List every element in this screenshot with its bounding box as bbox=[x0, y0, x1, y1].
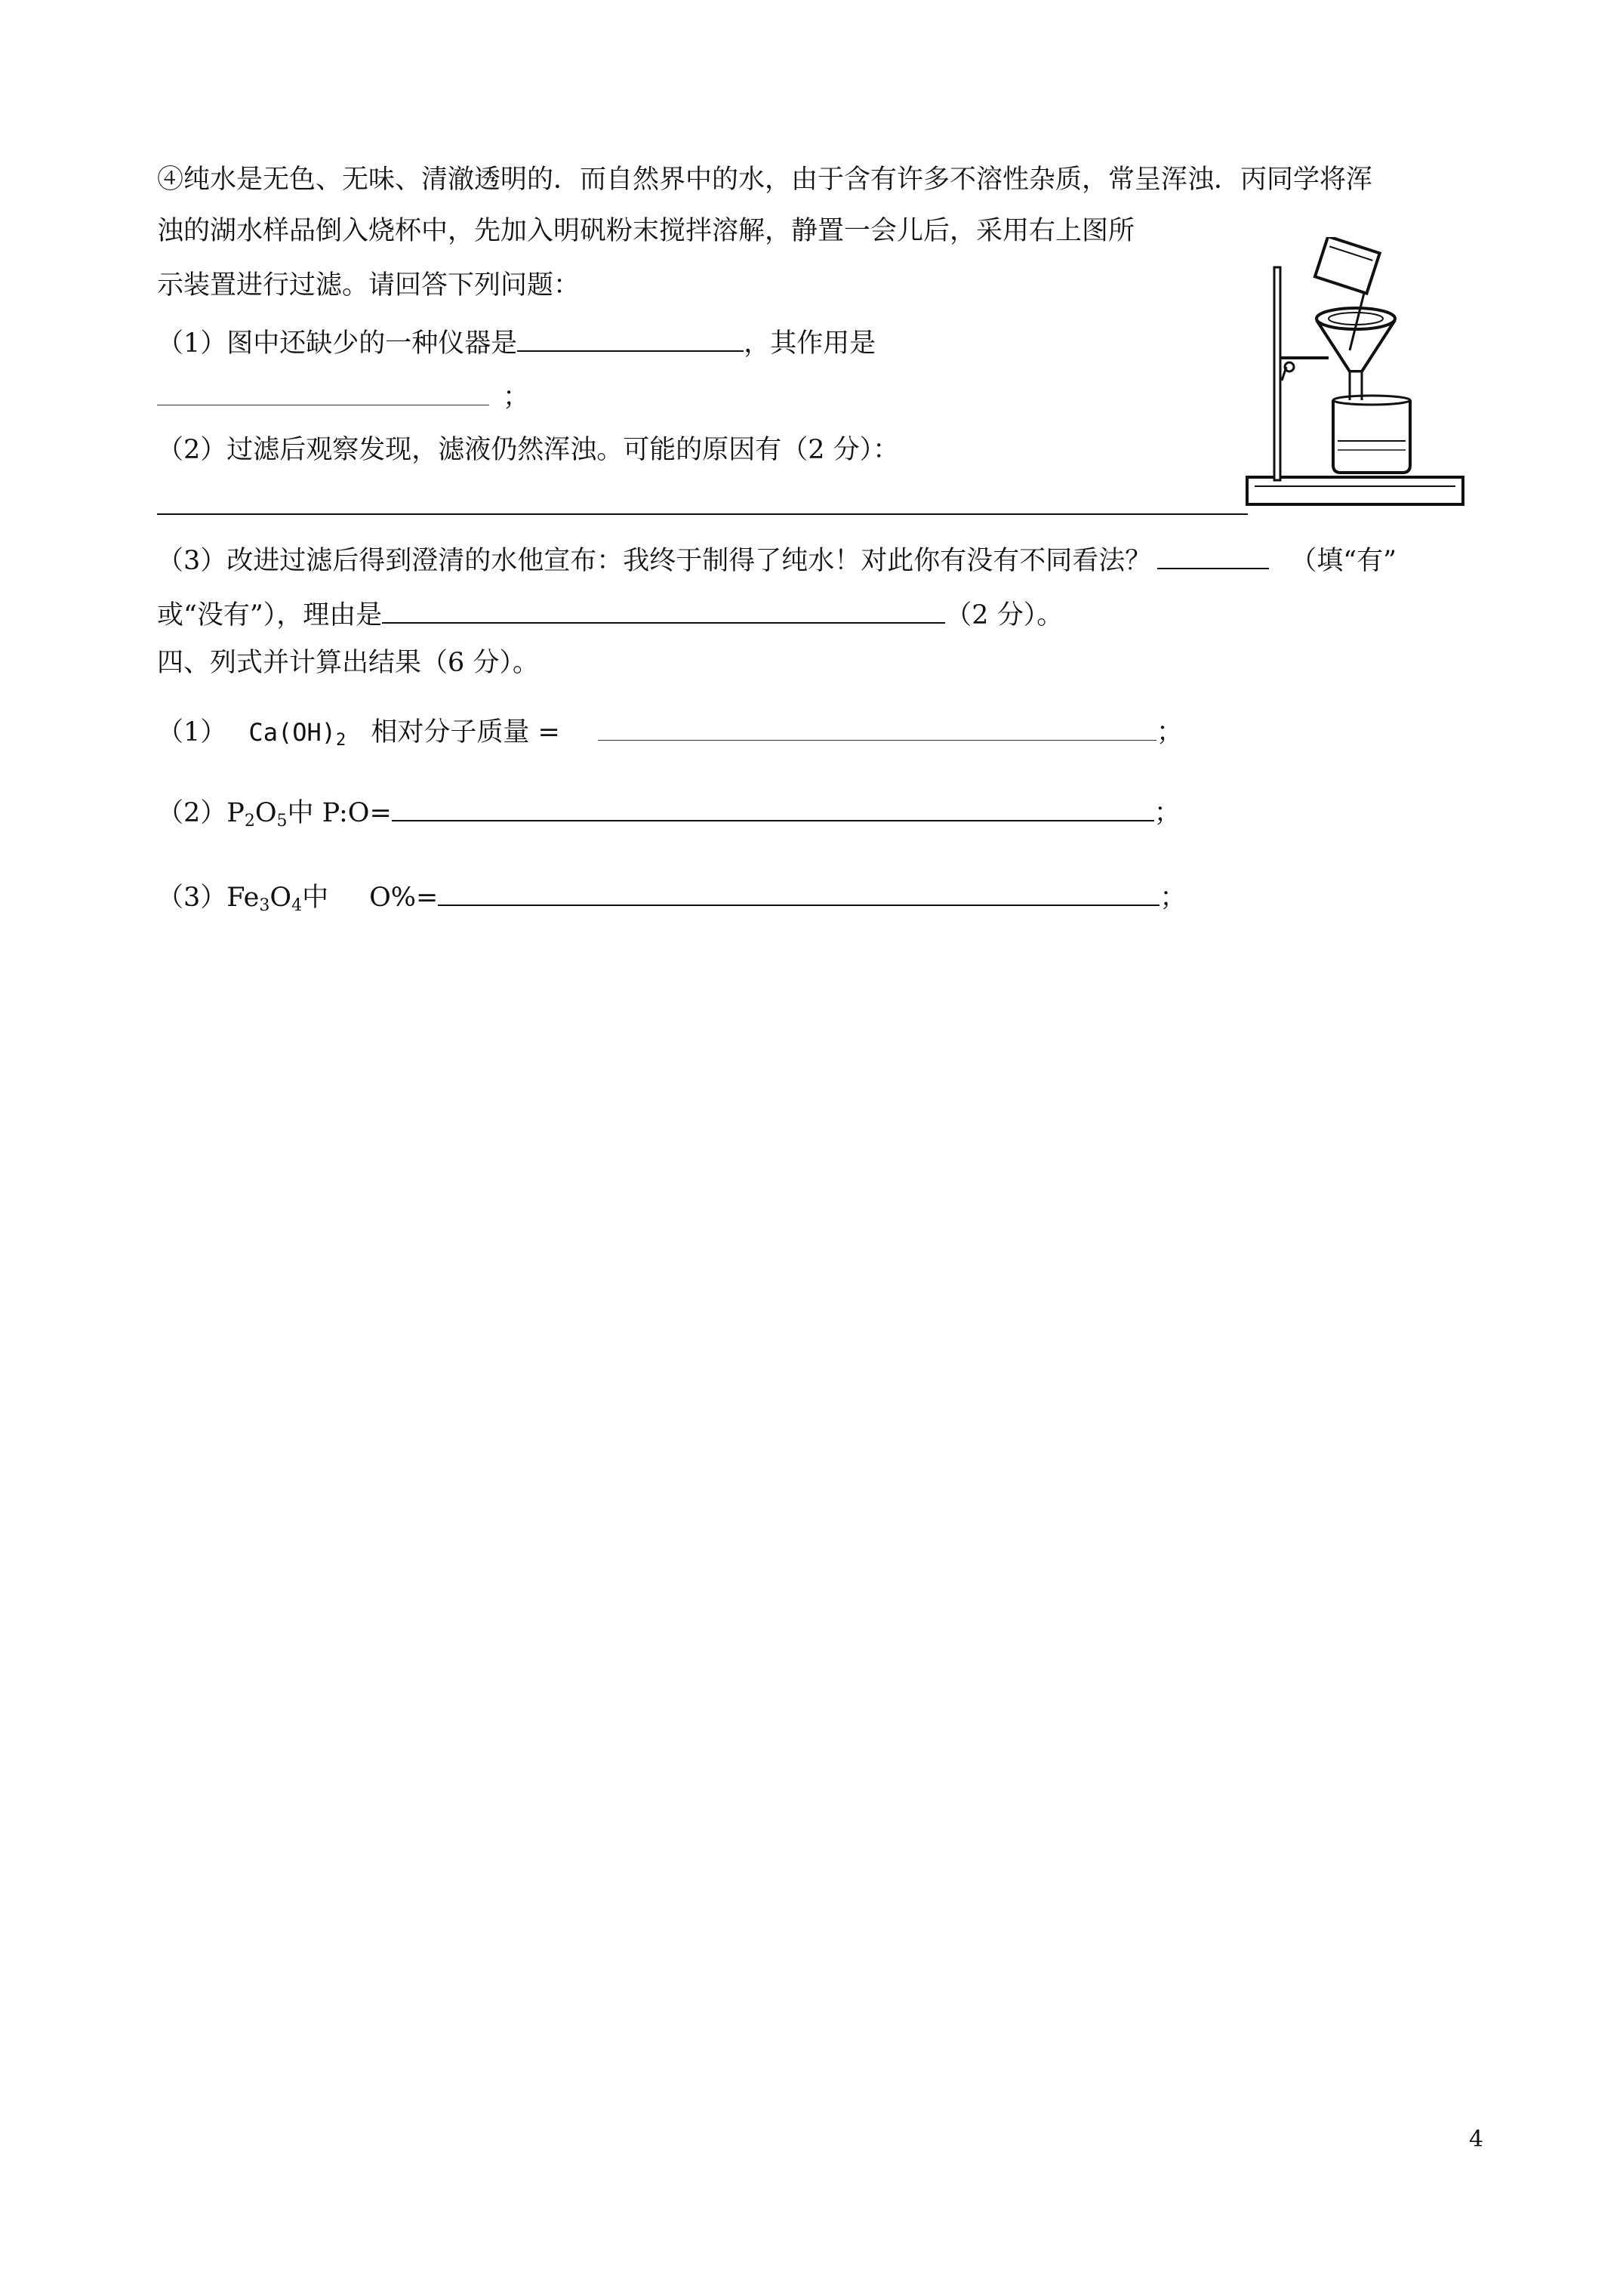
question-3-line2-suffix: （2 分）。 bbox=[945, 600, 1064, 630]
passage-line-2: 浊的湖水样品倒入烧杯中，先加入明矾粉末搅拌溶解，静置一会儿后，采用右上图所 bbox=[157, 216, 1135, 246]
answer-blank-calc-3[interactable] bbox=[438, 879, 1160, 906]
calc-2-end: ； bbox=[1153, 798, 1181, 828]
question-3 bbox=[157, 542, 1397, 576]
question-1 bbox=[157, 325, 876, 359]
calc-2 bbox=[157, 794, 1181, 837]
calc-3-formula bbox=[226, 883, 302, 913]
question-1-end: ； bbox=[503, 382, 530, 412]
calc-1-label: 相对分子质量 = bbox=[371, 717, 560, 747]
question-2: （2）过滤后观察发现，滤液仍然浑浊。可能的原因有（2 分）： bbox=[157, 435, 900, 465]
passage-line-3: 示装置进行过滤。请回答下列问题： bbox=[157, 270, 581, 300]
calc-1-formula bbox=[248, 718, 346, 750]
calc-1-formula-main: Ca(OH) bbox=[248, 718, 337, 747]
calc-2-p-sub: 2 bbox=[244, 812, 255, 831]
calc-3-label: 中 bbox=[302, 883, 329, 913]
answer-blank-reason[interactable] bbox=[157, 513, 1248, 515]
page-number: 4 bbox=[1469, 2126, 1484, 2153]
calc-2-formula bbox=[226, 798, 288, 831]
calc-1 bbox=[157, 714, 1183, 756]
calc-3-end: ； bbox=[1160, 883, 1187, 913]
calc-2-number: （2） bbox=[157, 798, 227, 828]
question-3-line-2 bbox=[157, 596, 1063, 630]
question-3-prefix: （3）改进过滤后得到澄清的水他宣布：我终于制得了纯水！对此你有没有不同看法？ bbox=[157, 546, 1152, 576]
calc-3-o: O bbox=[269, 883, 292, 913]
question-3-suffix: （填“有” bbox=[1290, 546, 1397, 576]
answer-blank-opinion[interactable] bbox=[1157, 542, 1269, 569]
answer-blank-instrument[interactable] bbox=[517, 325, 744, 352]
filtration-apparatus-icon bbox=[1244, 237, 1471, 513]
calc-3-number: （3） bbox=[157, 883, 227, 913]
passage-line-1: ④纯水是无色、无味、清澈透明的．而自然界中的水，由于含有许多不溶性杂质，常呈浑浊．丙同学将浑 bbox=[157, 165, 1373, 195]
answer-blank-function[interactable] bbox=[157, 379, 489, 405]
question-1-mid: ，其作用是 bbox=[744, 328, 876, 359]
answer-blank-calc-2[interactable] bbox=[392, 794, 1154, 821]
calc-3 bbox=[157, 879, 1186, 921]
calc-1-number: （1） bbox=[157, 717, 227, 747]
calc-2-label: 中 P:O= bbox=[287, 798, 392, 828]
answer-blank-calc-1[interactable] bbox=[598, 714, 1156, 741]
section-4-heading: 四、列式并计算出结果（6 分）。 bbox=[157, 648, 539, 678]
calc-3-fe: Fe bbox=[226, 883, 260, 913]
calc-3-fe-sub: 3 bbox=[259, 896, 270, 915]
calc-2-o-sub: 5 bbox=[276, 812, 288, 831]
calc-2-o: O bbox=[254, 798, 277, 828]
answer-blank-reasoning[interactable] bbox=[382, 596, 945, 624]
calc-1-formula-sub: 2 bbox=[336, 731, 346, 750]
question-3-line2-prefix: 或“没有”），理由是 bbox=[157, 600, 383, 630]
calc-1-end: ； bbox=[1156, 717, 1183, 747]
question-1-line-2 bbox=[157, 379, 529, 412]
calc-3-o-sub: 4 bbox=[291, 896, 303, 915]
calc-3-label-2: O%= bbox=[369, 883, 439, 913]
calc-2-p: P bbox=[226, 798, 245, 828]
question-1-prefix: （1）图中还缺少的一种仪器是 bbox=[157, 328, 518, 359]
